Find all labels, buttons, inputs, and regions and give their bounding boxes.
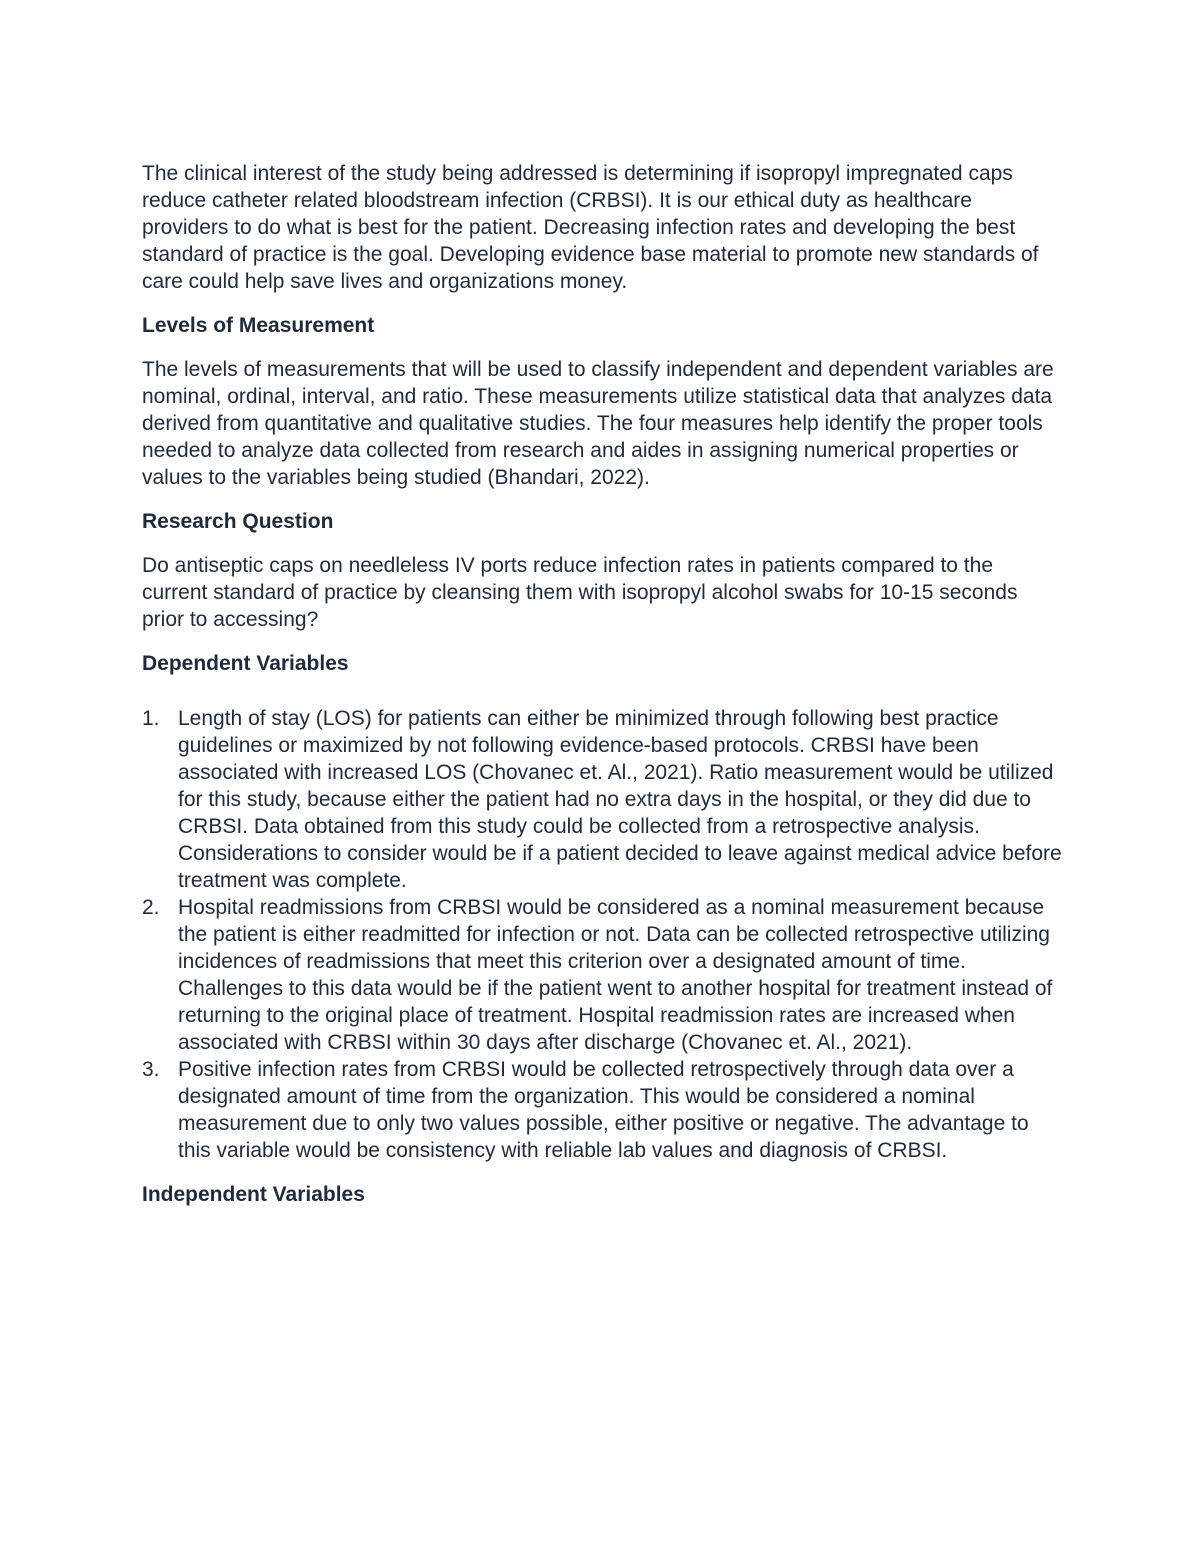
document-page — [142, 160, 1062, 1208]
intro-paragraph: The clinical interest of the study being addressed is determining if isopropyl impregnated caps reduce catheter related bloodstream infection (CRBSI). It is our ethical duty as healthcare providers to do what is best for the patient. Decreasing infection rates and developing the best standard of practice is the goal. Developing evidence base material to promote new standards of care could help save lives and organizations money. — [142, 162, 1039, 293]
list-item-text: Hospital readmissions from CRBSI would be considered as a nominal measurement because the patient is either readmitted for infection or not. Data can be collected retrospective utilizing incidences of readmissions that meet this criterion over a designated amount of time. Challenges to this data would be if the patient went to another hospital for treatment instead of returning to the original place of treatment. Hospital readmission rates are increased when associated with CRBSI within 30 days after discharge (Chovanec et. Al., 2021). — [178, 896, 1053, 1054]
list-item — [142, 894, 1062, 1056]
list-item-number: 3. — [142, 1058, 160, 1081]
list-item-text: Length of stay (LOS) for patients can either be minimized through following best practice guidelines or maximized by not following evidence-based protocols. CRBSI have been associated with increased LOS (Chovanec et. Al., 2021). Ratio measurement would be utilized for this study, because either the patient had no extra days in the hospital, or they did due to CRBSI. Data obtained from this study could be collected from a retrospective analysis. Considerations to consider would be if a patient decided to leave against medical advice before treatment was complete. — [178, 707, 1062, 892]
independent-variables-heading: Independent Variables — [142, 1183, 365, 1206]
list-item-text: Positive infection rates from CRBSI would be collected retrospectively through data over a designated amount of time from the organization. This would be considered a nominal measurement due to only two values possible, either positive or negative. The advantage to this variable would be consistency with reliable lab values and diagnosis of CRBSI. — [178, 1058, 1029, 1162]
dependent-variables-list — [142, 705, 1062, 1164]
list-item — [142, 705, 1062, 894]
dependent-variables-heading: Dependent Variables — [142, 652, 349, 675]
list-item-number: 2. — [142, 896, 160, 919]
research-question-heading: Research Question — [142, 510, 334, 533]
levels-heading: Levels of Measurement — [142, 314, 375, 337]
list-item-number: 1. — [142, 707, 160, 730]
list-item — [142, 1056, 1062, 1164]
levels-paragraph: The levels of measurements that will be used to classify independent and dependent variables are nominal, ordinal, interval, and ratio. These measurements utilize statistical data that analyzes data derived from quantitative and qualitative studies. The four measures help identify the proper tools needed to analyze data collected from research and aides in assigning numerical properties or values to the variables being studied (Bhandari, 2022). — [142, 358, 1054, 489]
research-question-paragraph: Do antiseptic caps on needleless IV ports reduce infection rates in patients compared to the current standard of practice by cleansing them with isopropyl alcohol swabs for 10-15 seconds prior to accessing? — [142, 554, 1018, 631]
